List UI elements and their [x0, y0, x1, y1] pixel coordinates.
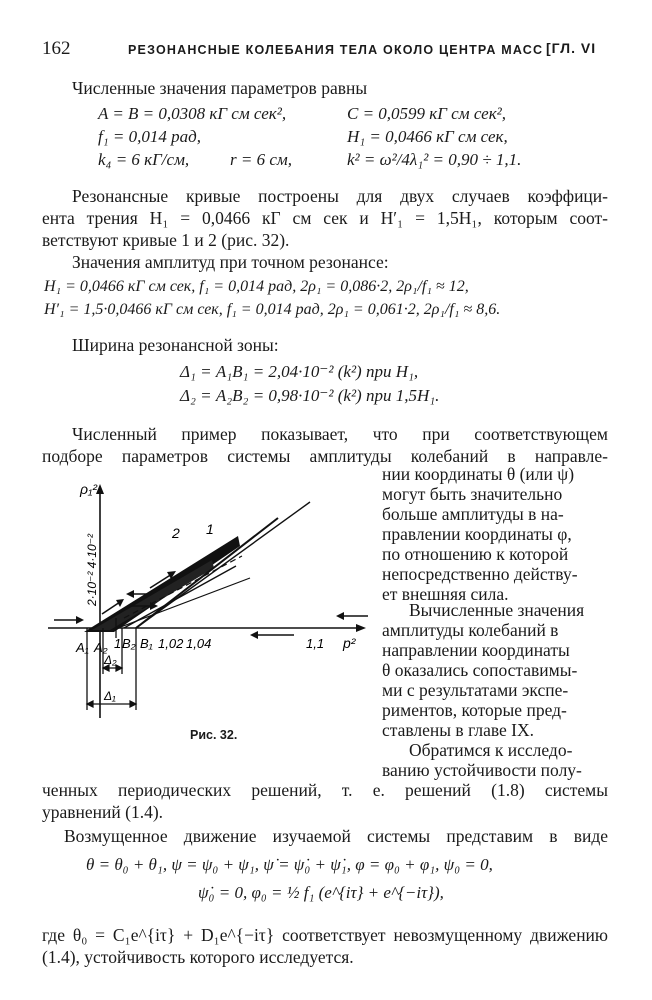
params-row2-right: H₁ = 0,0466 кГ см сек, — [347, 127, 508, 146]
para2-line2: подборе параметров системы амплитуды колебаний в направле- — [42, 446, 608, 466]
para3-side-1: амплитуды колебаний в — [382, 620, 559, 640]
para2-side-4: по отношению к которой — [382, 544, 569, 564]
y-axis-label: ρ₁² — [80, 481, 98, 497]
label-A1: A₁ — [76, 640, 89, 655]
amplitudes-row2: H′₁ = 1,5·0,0466 кГ см сек, f₁ = 0,014 рад, 2ρ₁ = 0,061·2, 2ρ₁/f₁ ≈ 8,6. — [44, 301, 501, 318]
para4-line2: уравнений (1.4). — [42, 802, 164, 822]
para3-side-0: Вычисленные значения — [409, 600, 585, 620]
params-row3-c: k² = ω²/4λ₁² = 0,90 ÷ 1,1. — [347, 150, 522, 169]
para5-line1: Возмущенное движение изучаемой системы представим в виде — [64, 826, 608, 846]
params-row2-left: f₁ = 0,014 рад, — [98, 127, 201, 146]
amplitudes-row1: H₁ = 0,0466 кГ см сек, f₁ = 0,014 рад, 2ρ₁ = 0,086·2, 2ρ₁/f₁ ≈ 12, — [44, 278, 469, 295]
para4-line1: ченных периодических решений, т. е. решений (1.8) системы — [42, 780, 608, 800]
para2-side-5: непосредственно действу- — [382, 564, 578, 584]
para5-eq2: ψ̇₀ = 0, φ₀ = ½ f₁ (e^{iτ} + e^{−iτ}), — [198, 883, 444, 902]
para2-side-3: правлении координаты φ, — [382, 524, 572, 544]
width-intro: Ширина резонансной зоны: — [72, 335, 279, 355]
x-axis-arrow — [356, 624, 366, 632]
figure-caption: Рис. 32. — [190, 728, 238, 742]
resonance-figure — [40, 478, 380, 723]
params-row3-b: r = 6 см, — [230, 150, 292, 169]
para3-side-2: направлении координаты — [382, 640, 570, 660]
delta-2-label: Δ₂ — [104, 653, 117, 667]
delta-1-label: Δ₁ — [104, 689, 116, 703]
para3-side-5: риментов, которые пред- — [382, 700, 567, 720]
curve-1-band — [84, 536, 240, 632]
para6-line1: где θ₀ = C₁e^{iτ} + D₁e^{−iτ} соответствует невозмущенному движению — [42, 925, 608, 945]
width-row2: Δ₂ = A₂B₂ = 0,98·10⁻² (k²) при 1,5H₁. — [180, 386, 440, 405]
width-row1: Δ₁ = A₁B₁ = 2,04·10⁻² (k²) при H₁, — [180, 362, 419, 381]
amplitudes-intro: Значения амплитуд при точном резонансе: — [72, 252, 389, 272]
params-row1-right: C = 0,0599 кГ см сек², — [347, 104, 506, 123]
para2-side-6: ет внешняя сила. — [382, 584, 509, 604]
para4-side-1: ванию устойчивости полу- — [382, 760, 582, 780]
para1-line2: ента трения H₁ = 0,0466 кГ см сек и H′₁ = 1,5H₁, которым соот- — [42, 208, 608, 228]
label-one: 1 — [114, 636, 122, 651]
curve-2-band — [92, 560, 214, 630]
para3-side-6: ставлены в главе IX. — [382, 720, 534, 740]
label-B2: B₂ — [122, 636, 136, 651]
para4-side-0: Обратимся к исследо- — [409, 740, 573, 760]
label-1-1: 1,1 — [306, 636, 325, 651]
x-axis-label: p² — [343, 635, 356, 651]
para3-side-4: ми с результатами экспе- — [382, 680, 569, 700]
label-A2: A₂ — [94, 640, 108, 655]
chapter-label: [ГЛ. VI — [546, 40, 597, 56]
label-B1: B₁ — [140, 636, 153, 651]
curve-2-label: 2 — [172, 525, 180, 541]
para2-line1: Численный пример показывает, что при соответствующем — [72, 424, 608, 444]
label-1-02: 1,02 — [158, 636, 184, 651]
para5-eq1: θ = θ₀ + θ₁, ψ = ψ₀ + ψ₁, ψ̇ = ψ̇₀ + ψ̇₁, φ = φ₀ + φ₁, ψ₀ = 0, — [86, 855, 493, 874]
y-ticks-label: 2·10⁻² 4·10⁻² — [85, 533, 99, 606]
para2-side-2: больше амплитуды в на- — [382, 504, 564, 524]
curve-1-label: 1 — [206, 521, 214, 537]
para2-side-0: нии координаты θ (или ψ) — [382, 464, 575, 484]
para1-line1: Резонансные кривые построены для двух случаев коэффици- — [72, 186, 608, 206]
running-title: РЕЗОНАНСНЫЕ КОЛЕБАНИЯ ТЕЛА ОКОЛО ЦЕНТРА МАСС — [128, 43, 544, 57]
params-row1-left: A = B = 0,0308 кГ см сек², — [98, 104, 287, 123]
page-number: 162 — [42, 38, 71, 59]
para3-side-3: θ оказались сопоставимы- — [382, 660, 578, 680]
para1-line3: ветствуют кривые 1 и 2 (рис. 32). — [42, 230, 290, 250]
params-intro: Численные значения параметров равны — [72, 78, 368, 98]
label-1-04: 1,04 — [186, 636, 212, 651]
params-row3-a: k₄ = 6 кГ/см, — [98, 150, 190, 169]
para2-side-1: могут быть значительно — [382, 484, 563, 504]
curve-1-tail — [136, 502, 310, 628]
y-axis-arrow — [96, 484, 104, 494]
para6-line2: (1.4), устойчивость которого исследуется. — [42, 947, 354, 967]
